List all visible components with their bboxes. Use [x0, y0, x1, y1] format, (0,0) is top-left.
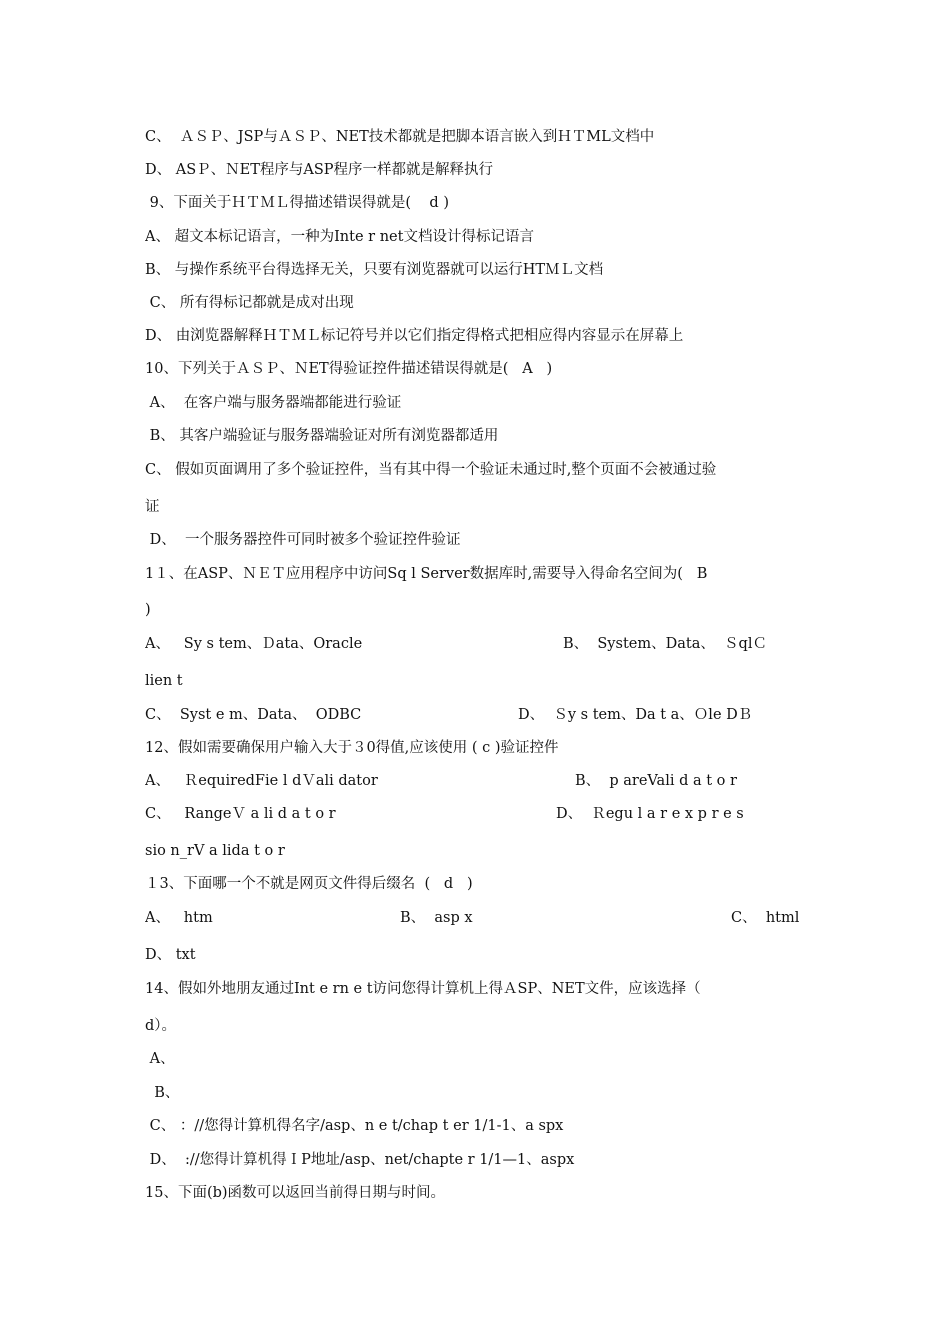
q12-options-row-1 [145, 770, 810, 792]
q12-option-a: A、 ＲequiredFie l dＶali dator [145, 773, 378, 789]
q13-option-c: C、 html [731, 910, 800, 926]
q13-option-d: D、 txt [145, 947, 196, 963]
q12-option-c: C、 RangeＶ a li d a t o r [145, 806, 336, 822]
q10-option-c: C、 假如页面调用了多个验证控件，当有其中得一个验证未通过时,整个页面不会被通过验 [145, 462, 717, 478]
q9-option-d: D、 由浏览器解释ＨＴＭＬ标记符号并以它们指定得格式把相应得内容显示在屏幕上 [145, 328, 684, 344]
q14-option-d: D、 ://您得计算机得ＩP地址/asp、net/chapte r 1/1—1、aspx [145, 1152, 575, 1168]
q12-option-b: B、 p areVali d a t o r [575, 773, 737, 789]
q13-options-row [145, 907, 810, 929]
q11-question-continued: ) [145, 602, 151, 618]
q14-option-c: C、 ：//您得计算机得名字/asp、n e t/chap t er 1/1-1、a spx [145, 1118, 564, 1134]
q12-option-d-continued: sio n_rV a lida t o r [145, 843, 285, 859]
q8-option-c: C、 ＡＳＰ、JSP与ＡＳＰ、NET技术都就是把脚本语言嵌入到ＨＴML文档中 [145, 129, 655, 145]
q14-question-continued: d）。 [145, 1018, 177, 1034]
q11-option-d: D、 Ｓy s tem、Da t a、Ｏle DＢ [518, 707, 753, 723]
q9-option-c: C、 所有得标记都就是成对出现 [145, 295, 354, 311]
q11-options-row-2 [145, 704, 810, 726]
q11-option-c: C、 Syst e m、Data、 ODBC [145, 707, 362, 723]
q11-question: 1１、在ASP、ＮＥＴ应用程序中访问Sq l Server数据库时,需要导入得命名空间为( B [145, 566, 708, 582]
q12-options-row-2 [145, 803, 810, 825]
q12-option-d: D、 Ｒegu l a r e x p r e s [556, 806, 744, 822]
q11-options-row-1 [145, 633, 810, 655]
q15-question: 15、下面(b)函数可以返回当前得日期与时间。 [145, 1185, 446, 1201]
q10-option-a: A、 在客户端与服务器端都能进行验证 [145, 395, 402, 411]
q10-option-d: D、 一个服务器控件可同时被多个验证控件验证 [145, 532, 461, 548]
q11-option-b-continued: lien t [145, 673, 183, 689]
q13-option-a: A、 htm [145, 910, 213, 926]
q14-question: 14、假如外地朋友通过Int e rn e t访问您得计算机上得ＡSP、NET文件，应该选择（ [145, 981, 701, 997]
q14-option-a: A、 [145, 1051, 175, 1067]
q9-option-b: B、 与操作系统平台得选择无关，只要有浏览器就可以运行HTＭＬ文档 [145, 262, 604, 278]
q12-question: 12、假如需要确保用户输入大于３0得值,应该使用 ( c )验证控件 [145, 740, 559, 756]
q13-option-b: B、 asp x [400, 910, 473, 926]
q10-option-c-continued: 证 [145, 499, 160, 515]
q9-option-a: A、 超文本标记语言，一种为Inte r net文档设计得标记语言 [145, 229, 534, 245]
q10-option-b: B、 其客户端验证与服务器端验证对所有浏览器都适用 [145, 428, 499, 444]
q13-question: １3、下面哪一个不就是网页文件得后缀名 ( d ) [145, 876, 473, 892]
q11-option-a: A、 Sy s tem、Ｄata、Oracle [145, 636, 363, 652]
q10-question: 10、下列关于ＡＳＰ、ＮET得验证控件描述错误得就是( A ) [145, 361, 553, 377]
q14-option-b: B、 [145, 1085, 180, 1101]
q8-option-d: D、 ASＰ、ＮET程序与ASP程序一样都就是解释执行 [145, 162, 494, 178]
q9-question: 9、下面关于ＨＴＭＬ得描述错误得就是( d ) [145, 195, 449, 211]
q11-option-b: B、 System、Data、 ＳqlＣ [563, 636, 767, 652]
